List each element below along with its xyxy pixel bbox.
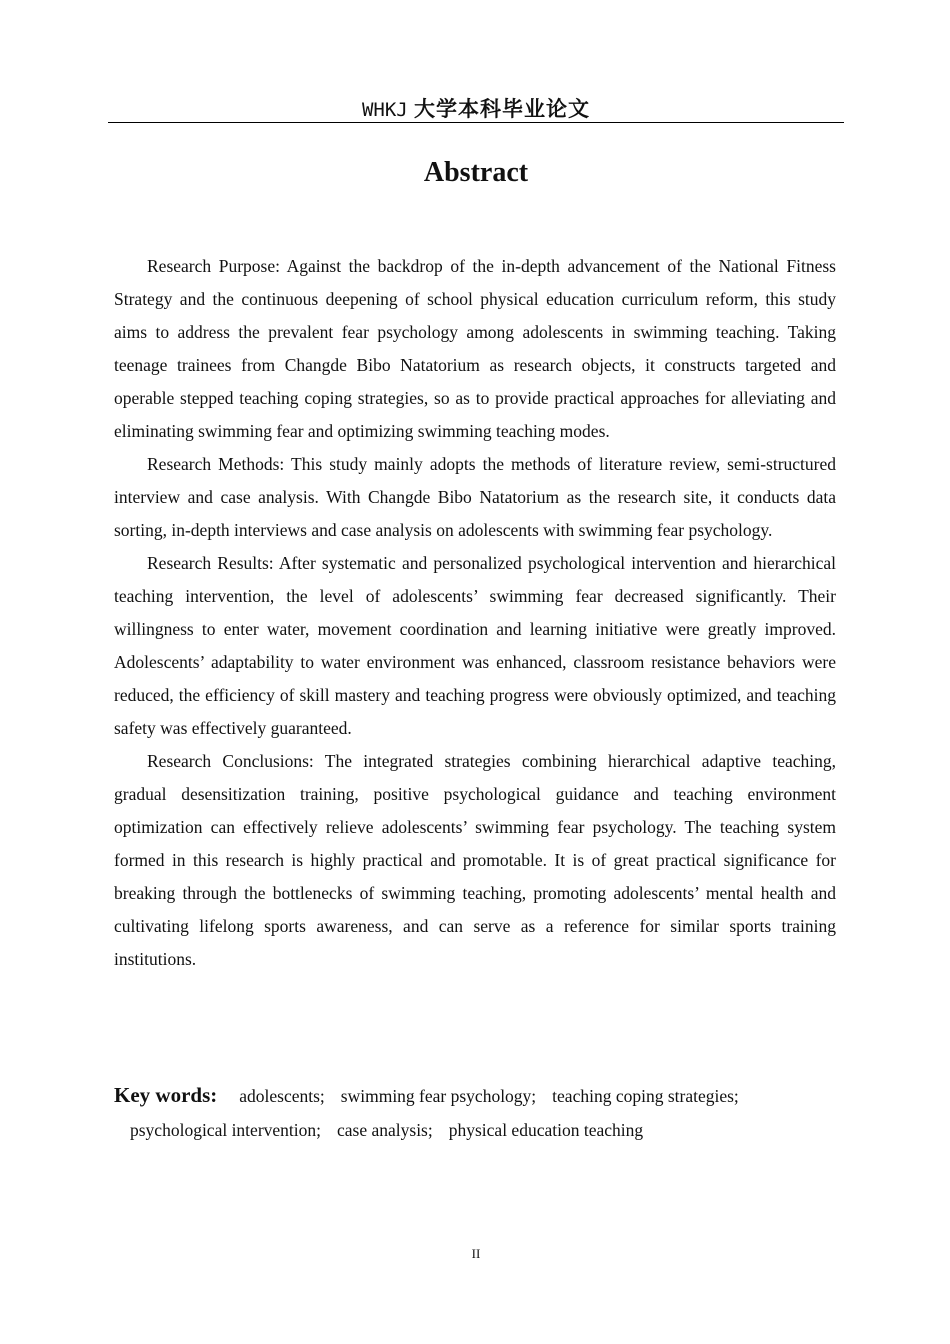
page-title: Abstract — [423, 157, 529, 188]
keyword-item: psychological intervention; — [130, 1120, 321, 1140]
keyword-item: physical education teaching — [448, 1120, 644, 1140]
paragraph-conclusions: Research Conclusions: The integrated strategies combining hierarchical adaptive teaching, gradual desensitization training, positive psychological guidance and teaching environment optimization can effectively relieve adolescents’ swimming fear psychology. The teaching system formed in this research is highly practical and promotable. It is of great practical significance for breaking through the bottlenecks of swimming teaching, promoting adolescents’ mental health and cultivating lifelong sports awareness, and can serve as a reference for similar sports training institutions. — [114, 751, 836, 969]
keywords-line-1 — [114, 1078, 836, 1113]
keyword-item: case analysis; — [337, 1120, 433, 1140]
keyword-item: teaching coping strategies; — [552, 1086, 739, 1106]
paragraph-purpose: Research Purpose: Against the backdrop of the in-depth advancement of the National Fitness Strategy and the continuous deepening of school physical education curriculum reform, this study aims to address the prevalent fear psychology among adolescents in swimming teaching. Taking teenage trainees from Changde Bibo Natatorium as research objects, it constructs targeted and operable stepped teaching coping strategies, so as to provide practical approaches for alleviating and eliminating swimming fear and optimizing swimming teaching modes. — [114, 256, 836, 441]
page-number: II — [471, 1246, 481, 1261]
keyword-item: swimming fear psychology; — [340, 1086, 537, 1106]
keyword-item: adolescents; — [239, 1086, 325, 1106]
header-title-latin: WHKJ — [361, 99, 408, 121]
header-rule — [108, 122, 844, 123]
paragraph-results: Research Results: After systematic and personalized psychological intervention and hierarchical teaching intervention, the level of adolescents’ swimming fear decreased significantly. Their willingness to enter water, movement coordination and learning initiative were greatly improved. Adolescents’ adaptability to water environment was enhanced, classroom resistance behaviors were reduced, the efficiency of skill mastery and teaching progress were obviously optimized, and teaching safety was effectively guaranteed. — [114, 553, 836, 738]
abstract-body — [114, 250, 836, 976]
running-header — [108, 96, 844, 123]
keywords-line-2 — [114, 1113, 836, 1147]
keywords-section — [114, 1078, 836, 1147]
paragraph-methods: Research Methods: This study mainly adopts the methods of literature review, semi-structured interview and case analysis. With Changde Bibo Natatorium as the research site, it conducts data sorting, in-depth interviews and case analysis on adolescents with swimming fear psychology. — [114, 454, 836, 540]
header-title-cjk: 大学本科毕业论文 — [414, 97, 590, 121]
keywords-label: Key words: — [114, 1083, 218, 1107]
